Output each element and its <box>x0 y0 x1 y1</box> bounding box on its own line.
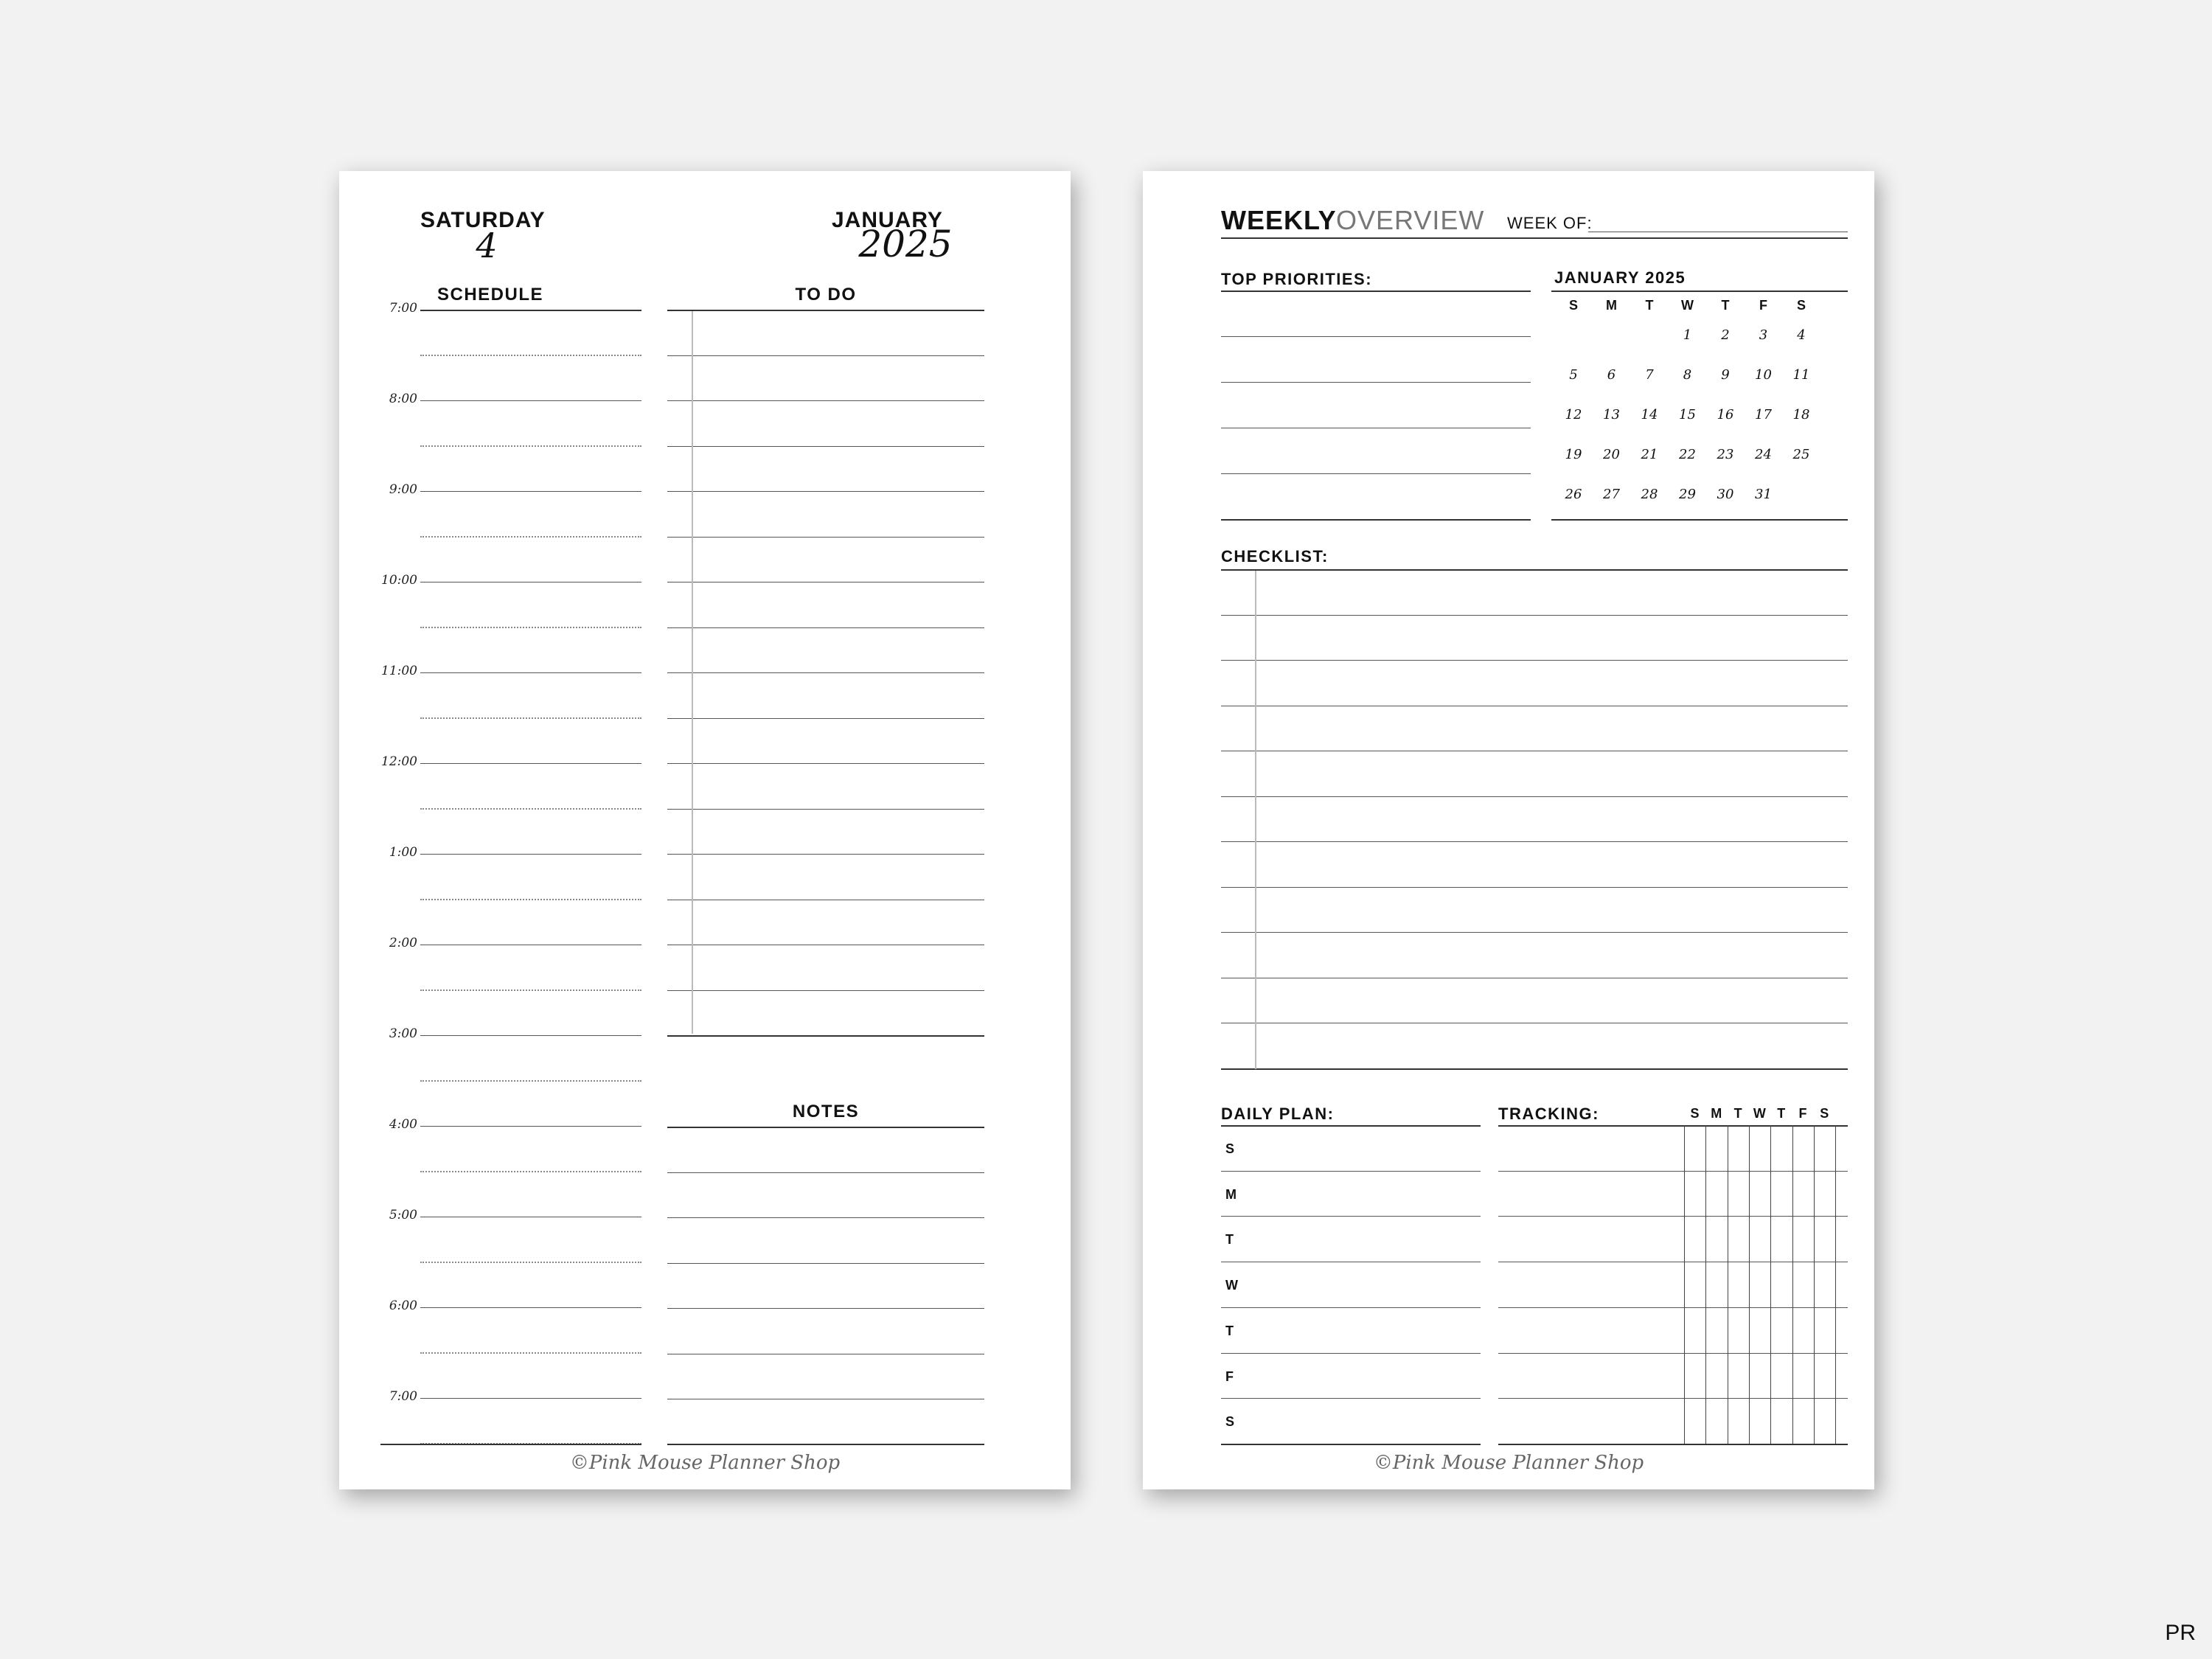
checklist-line <box>1221 796 1848 797</box>
daily-plan-day-label: F <box>1225 1368 1234 1384</box>
calendar-weekday-head: F <box>1759 298 1767 313</box>
tracking-column-line <box>1835 1125 1836 1444</box>
calendar-day: 7 <box>1645 367 1654 383</box>
month-name: JANUARY <box>832 208 943 232</box>
weekly-title: WEEKLY <box>1221 205 1337 235</box>
hour-line <box>420 1035 641 1036</box>
notes-heading: NOTES <box>792 1102 860 1121</box>
todo-margin-line <box>692 311 693 1034</box>
todo-line <box>667 854 984 855</box>
daily-plan-day-label: M <box>1225 1186 1237 1202</box>
tracking-day-head: M <box>1711 1106 1722 1121</box>
priority-line <box>1221 473 1531 474</box>
todo-line <box>667 537 984 538</box>
hour-line <box>420 491 641 492</box>
notes-bottom-rule <box>667 1444 984 1445</box>
calendar-day: 5 <box>1569 367 1578 383</box>
tracking-day-head: T <box>1777 1106 1786 1121</box>
daily-plan-top-rule <box>1221 1125 1481 1127</box>
todo-top-rule <box>667 310 984 311</box>
time-label: 12:00 <box>381 754 417 769</box>
calendar-weekday-head: W <box>1681 298 1694 313</box>
tracking-day-head: S <box>1820 1106 1829 1121</box>
calendar-day: 2 <box>1721 327 1730 343</box>
notes-line <box>667 1263 984 1264</box>
calendar-day: 22 <box>1679 447 1696 462</box>
tracking-column-line <box>1705 1125 1706 1444</box>
calendar-day: 21 <box>1641 447 1658 462</box>
checklist-line <box>1221 1068 1848 1070</box>
todo-line <box>667 763 984 764</box>
tracking-column-line <box>1792 1125 1793 1444</box>
todo-line <box>667 718 984 719</box>
calendar-day: 17 <box>1755 407 1772 422</box>
tracking-column-line <box>1770 1125 1771 1444</box>
checklist-line <box>1221 615 1848 616</box>
priorities-bottom-rule <box>1221 519 1531 521</box>
daily-plan-line <box>1221 1353 1481 1354</box>
calendar-day: 31 <box>1755 487 1772 502</box>
calendar-day: 10 <box>1755 367 1772 383</box>
half-hour-line <box>420 1171 641 1172</box>
checklist-line <box>1221 660 1848 661</box>
tracking-line <box>1498 1398 1848 1399</box>
tracking-day-head: W <box>1753 1106 1766 1121</box>
calendar-day: 26 <box>1565 487 1582 502</box>
todo-line <box>667 491 984 492</box>
daily-plan-day-label: T <box>1225 1232 1234 1248</box>
calendar-day: 14 <box>1641 407 1658 422</box>
tracking-column-line <box>1749 1125 1750 1444</box>
calendar-day: 23 <box>1717 447 1734 462</box>
top-priorities-label: TOP PRIORITIES: <box>1221 270 1373 288</box>
daily-plan-day-label: S <box>1225 1141 1235 1156</box>
schedule-bottom-rule <box>380 1444 641 1445</box>
tracking-day-head: T <box>1733 1106 1742 1121</box>
daily-plan-label: DAILY PLAN: <box>1221 1105 1335 1123</box>
priority-line <box>1221 336 1531 337</box>
notes-line <box>667 1172 984 1173</box>
checklist-top-rule <box>1221 569 1848 571</box>
calendar-day: 28 <box>1641 487 1658 502</box>
time-label: 1:00 <box>389 845 417 860</box>
calendar-day: 11 <box>1792 367 1810 383</box>
calendar-day: 27 <box>1603 487 1620 502</box>
calendar-day: 4 <box>1797 327 1806 343</box>
daily-plan-day-label: W <box>1225 1278 1238 1293</box>
calendar-day: 18 <box>1792 407 1810 422</box>
tracking-line <box>1498 1444 1848 1445</box>
todo-line <box>667 809 984 810</box>
tracking-column-line <box>1684 1125 1685 1444</box>
time-label: 11:00 <box>381 664 417 678</box>
calendar-day: 29 <box>1679 487 1696 502</box>
hour-line <box>420 400 641 401</box>
week-of-label: WEEK OF: <box>1507 214 1593 232</box>
daily-plan-line <box>1221 1216 1481 1217</box>
calendar-day: 1 <box>1683 327 1692 343</box>
calendar-day: 24 <box>1755 447 1772 462</box>
hour-line <box>420 1126 641 1127</box>
priority-line <box>1221 382 1531 383</box>
half-hour-line <box>420 717 641 719</box>
tracking-line <box>1498 1307 1848 1308</box>
calendar-weekday-head: T <box>1645 298 1654 313</box>
day-name: SATURDAY <box>420 208 546 232</box>
calendar-weekday-head: T <box>1721 298 1730 313</box>
calendar-weekday-head: S <box>1568 298 1578 313</box>
todo-heading: TO DO <box>795 285 857 305</box>
daily-plan-line <box>1221 1398 1481 1399</box>
calendar-day: 19 <box>1565 447 1582 462</box>
checklist-label: CHECKLIST: <box>1221 547 1329 566</box>
calendar-day: 16 <box>1717 407 1734 422</box>
daily-plan-line <box>1221 1444 1481 1445</box>
half-hour-line <box>420 1080 641 1082</box>
todo-line <box>667 400 984 401</box>
year: 2025 <box>858 223 953 265</box>
hour-line <box>420 763 641 764</box>
calendar-weekday-head: S <box>1796 298 1806 313</box>
half-hour-line <box>420 899 641 900</box>
time-label: 5:00 <box>389 1208 417 1222</box>
calendar-day: 9 <box>1721 367 1730 383</box>
half-hour-line <box>420 536 641 538</box>
day-number: 4 <box>476 226 498 265</box>
calendar-weekday-head: M <box>1606 298 1617 313</box>
time-label: 4:00 <box>389 1117 417 1132</box>
calendar-day: 13 <box>1603 407 1620 422</box>
notes-line <box>667 1308 984 1309</box>
calendar-day: 8 <box>1683 367 1692 383</box>
checklist-line <box>1221 887 1848 888</box>
calendar-day: 25 <box>1792 447 1810 462</box>
time-label: 8:00 <box>389 392 417 406</box>
todo-line <box>667 355 984 356</box>
schedule-rule <box>420 310 641 311</box>
time-label: 7:00 <box>389 1389 417 1404</box>
calendar-day: 15 <box>1679 407 1696 422</box>
half-hour-line <box>420 1352 641 1354</box>
tracking-line <box>1498 1171 1848 1172</box>
corner-mark: PR <box>2165 1621 2196 1645</box>
tracking-line <box>1498 1216 1848 1217</box>
tracking-day-head: S <box>1690 1106 1700 1121</box>
todo-line <box>667 990 984 991</box>
hour-line <box>420 1398 641 1399</box>
time-label: 2:00 <box>389 936 417 950</box>
calendar-day: 3 <box>1759 327 1768 343</box>
tracking-day-head: F <box>1798 1106 1807 1121</box>
daily-plan-day-label: T <box>1225 1323 1234 1338</box>
time-label: 9:00 <box>389 482 417 497</box>
calendar-day: 12 <box>1565 407 1582 422</box>
hour-line <box>420 1307 641 1308</box>
half-hour-line <box>420 627 641 628</box>
schedule-heading: SCHEDULE <box>437 285 543 305</box>
calendar-day: 30 <box>1717 487 1734 502</box>
half-hour-line <box>420 990 641 991</box>
hour-line <box>420 672 641 673</box>
overview-title: OVERVIEW <box>1336 205 1485 235</box>
half-hour-line <box>420 445 641 447</box>
todo-bottom-rule <box>667 1035 984 1037</box>
checklist-line <box>1221 932 1848 933</box>
daily-plan-line <box>1221 1307 1481 1308</box>
shop-signature-right: ©Pink Mouse Planner Shop <box>1373 1452 1644 1474</box>
notes-top-rule <box>667 1127 984 1128</box>
daily-plan-line <box>1221 1171 1481 1172</box>
todo-line <box>667 627 984 628</box>
time-label: 7:00 <box>389 301 417 316</box>
priorities-rule <box>1221 291 1531 292</box>
tracking-top-rule <box>1498 1125 1848 1127</box>
calendar-title: JANUARY 2025 <box>1554 268 1686 287</box>
checklist-line <box>1221 841 1848 842</box>
calendar-day: 6 <box>1607 367 1616 383</box>
tracking-column-line <box>1814 1125 1815 1444</box>
calendar-rule <box>1551 291 1848 292</box>
notes-line <box>667 1217 984 1218</box>
shop-signature: ©Pink Mouse Planner Shop <box>569 1452 841 1474</box>
weekly-overview-page <box>1143 171 1874 1489</box>
calendar-day: 20 <box>1603 447 1620 462</box>
half-hour-line <box>420 1262 641 1263</box>
tracking-line <box>1498 1353 1848 1354</box>
half-hour-line <box>420 808 641 810</box>
daily-page <box>339 171 1071 1489</box>
calendar-bottom-rule <box>1551 519 1848 521</box>
tracking-label: TRACKING: <box>1498 1105 1599 1123</box>
daily-plan-day-label: S <box>1225 1414 1235 1430</box>
checklist-margin-line <box>1255 571 1256 1069</box>
todo-line <box>667 672 984 673</box>
title-rule <box>1221 237 1848 239</box>
time-label: 3:00 <box>389 1026 417 1041</box>
todo-line <box>667 446 984 447</box>
time-label: 10:00 <box>381 573 417 588</box>
hour-line <box>420 854 641 855</box>
half-hour-line <box>420 355 641 356</box>
time-label: 6:00 <box>389 1298 417 1313</box>
